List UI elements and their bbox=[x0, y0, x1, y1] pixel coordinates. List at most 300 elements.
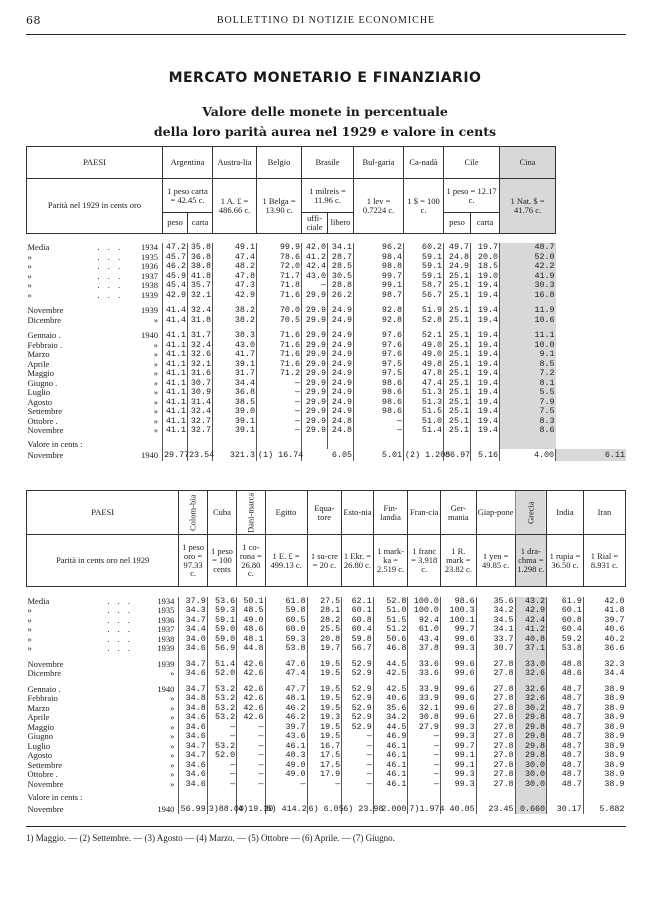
row-label-cell: » bbox=[153, 415, 159, 426]
value-cell: 52.9 bbox=[342, 685, 374, 695]
value-cell: 34.6 bbox=[179, 780, 207, 790]
value-cell: 38.2 bbox=[213, 306, 257, 316]
spacer-cell bbox=[408, 789, 441, 803]
parity-argentina: 1 peso carta = 42.45 c. bbox=[163, 179, 213, 213]
value-cell: 24.9 bbox=[328, 407, 354, 417]
value-cell: 34.6 bbox=[179, 770, 207, 780]
row-label-cell bbox=[97, 407, 133, 417]
value-cell: — bbox=[237, 742, 265, 752]
value-cell: 53.2 bbox=[207, 704, 236, 714]
value-cell: 25.1 bbox=[444, 388, 471, 398]
value-cell: 41.1 bbox=[163, 369, 188, 379]
row-label-cell: . . . bbox=[107, 633, 133, 644]
row-label-cell: » bbox=[153, 377, 159, 388]
value-cell: 27.8 bbox=[476, 669, 515, 679]
value-cell: 11.9 bbox=[500, 306, 556, 316]
cents-value: 5.16 bbox=[471, 449, 500, 461]
value-cell: 47.4 bbox=[213, 253, 257, 263]
value-cell: 60.0 bbox=[265, 625, 307, 635]
spacer-cell bbox=[404, 436, 444, 450]
value-cell: 97.5 bbox=[354, 369, 404, 379]
cents-value: 7)1.974 bbox=[409, 803, 445, 814]
row-label-cell bbox=[106, 723, 144, 733]
row-label-cell: » bbox=[170, 693, 175, 703]
spacer-cell bbox=[188, 436, 213, 450]
value-cell: 52.8 bbox=[404, 316, 444, 326]
value-cell: 53.8 bbox=[547, 644, 584, 654]
header-rule bbox=[26, 34, 626, 35]
value-cell: 52.1 bbox=[404, 331, 444, 341]
row-label-cell: Giugno . bbox=[27, 377, 58, 388]
row-label-cell: . . . bbox=[107, 605, 133, 615]
value-cell: 71.6 bbox=[257, 331, 302, 341]
value-cell: 53.2 bbox=[207, 742, 236, 752]
cents-label-row bbox=[27, 436, 627, 450]
value-cell: 29.9 bbox=[302, 341, 328, 351]
parity-belgio: 1 Belga = 13.90 c. bbox=[257, 179, 302, 234]
value-cell: 99.3 bbox=[440, 770, 476, 780]
value-cell: 53.6 bbox=[207, 597, 236, 607]
row-label-cell: » bbox=[27, 643, 32, 653]
value-cell: 19.4 bbox=[471, 306, 500, 316]
row-label-cell bbox=[106, 669, 144, 679]
value-cell: 41.1 bbox=[163, 417, 188, 427]
row-label-cell: Media bbox=[27, 595, 50, 606]
value-cell: 32.6 bbox=[515, 685, 547, 695]
value-cell: 43.6 bbox=[265, 732, 307, 742]
row-label-cell: 1940 bbox=[141, 330, 159, 341]
cents-value: 6) 6.05 bbox=[308, 803, 344, 814]
value-cell: 9.1 bbox=[500, 350, 556, 360]
value-cell: 43.2 bbox=[515, 597, 547, 607]
value-cell: 32.6 bbox=[188, 350, 213, 360]
cents-value: (2) 1.205 bbox=[405, 450, 451, 461]
value-cell: 33.7 bbox=[476, 635, 515, 645]
value-cell: 48.1 bbox=[265, 694, 307, 704]
row-label-cell: » bbox=[153, 368, 159, 379]
value-cell: 38.5 bbox=[213, 398, 257, 408]
value-cell: — bbox=[257, 426, 302, 436]
value-cell: 49.1 bbox=[213, 243, 257, 253]
country-india: India bbox=[547, 491, 584, 535]
value-cell: 46.2 bbox=[265, 713, 307, 723]
value-cell: 30.2 bbox=[515, 704, 547, 714]
value-cell: 43.4 bbox=[408, 635, 441, 645]
value-cell: 27.8 bbox=[476, 770, 515, 780]
value-cell: 19.4 bbox=[471, 379, 500, 389]
value-cell: 51.4 bbox=[207, 660, 236, 670]
value-cell: 39.7 bbox=[265, 723, 307, 733]
row-label-cell: » bbox=[170, 750, 175, 760]
value-cell: 60.1 bbox=[342, 606, 374, 616]
value-cell: 49.0 bbox=[237, 616, 265, 626]
value-cell: 39.1 bbox=[213, 360, 257, 370]
value-cell: 56.7 bbox=[404, 291, 444, 301]
value-cell: 34.6 bbox=[179, 723, 207, 733]
row-label-cell: 1939 bbox=[141, 289, 159, 300]
value-cell: 45.9 bbox=[163, 272, 188, 282]
row-label-cell bbox=[97, 379, 133, 389]
spacer-cell bbox=[265, 789, 307, 803]
parity-canada: 1 $ = 100 c. bbox=[404, 179, 444, 234]
value-cell: 42.6 bbox=[237, 694, 265, 704]
value-cell: 48.7 bbox=[547, 780, 584, 790]
row-label-cell: Novembre bbox=[27, 658, 64, 669]
value-cell: 98.6 bbox=[354, 398, 404, 408]
value-cell: 51.5 bbox=[373, 616, 408, 626]
value-cell: 25.1 bbox=[444, 407, 471, 417]
row-label-cell: Aprile bbox=[27, 358, 50, 369]
value-cell: 52.0 bbox=[207, 669, 236, 679]
row-label-cell: » bbox=[27, 633, 32, 644]
table-row bbox=[27, 360, 627, 370]
value-cell: 42.0 bbox=[583, 597, 625, 607]
value-cell: 11.1 bbox=[500, 331, 556, 341]
value-cell: 34.2 bbox=[373, 713, 408, 723]
value-cell: 99.6 bbox=[440, 694, 476, 704]
row-label-cell bbox=[106, 770, 144, 780]
value-cell: — bbox=[237, 732, 265, 742]
country-cina: Cina bbox=[500, 147, 556, 179]
parity-estonia: 1 Ekr. = 26.80 c. bbox=[342, 535, 374, 587]
value-cell: 42.9 bbox=[163, 291, 188, 301]
value-cell: 38.9 bbox=[583, 780, 625, 790]
table-row bbox=[27, 780, 626, 790]
value-cell: 98.6 bbox=[354, 407, 404, 417]
value-cell: 47.8 bbox=[213, 272, 257, 282]
value-cell: 24.9 bbox=[328, 316, 354, 326]
row-label-cell: » bbox=[153, 358, 159, 369]
value-cell: 52.9 bbox=[342, 704, 374, 714]
value-cell: 38.9 bbox=[583, 770, 625, 780]
value-cell: 29.9 bbox=[302, 407, 328, 417]
value-cell: 48.7 bbox=[547, 685, 584, 695]
value-cell: 24.9 bbox=[328, 369, 354, 379]
currency-table-2 bbox=[26, 490, 626, 814]
value-cell: 97.6 bbox=[354, 331, 404, 341]
value-cell: 34.6 bbox=[179, 669, 207, 679]
value-cell: 29.8 bbox=[515, 732, 547, 742]
table-row bbox=[27, 388, 627, 398]
value-cell: 30.7 bbox=[476, 644, 515, 654]
value-cell: 33.9 bbox=[408, 694, 441, 704]
value-cell: 41.4 bbox=[163, 306, 188, 316]
value-cell: 98.7 bbox=[354, 291, 404, 301]
value-cell: 61.0 bbox=[408, 625, 441, 635]
value-cell: 48.7 bbox=[500, 243, 556, 253]
value-cell: 25.1 bbox=[444, 341, 471, 351]
value-cell: — bbox=[307, 780, 342, 790]
value-cell: 25.1 bbox=[444, 291, 471, 301]
row-label-cell: » bbox=[27, 289, 32, 300]
value-cell: — bbox=[257, 379, 302, 389]
value-cell: 34.1 bbox=[328, 243, 354, 253]
value-cell: — bbox=[354, 417, 404, 427]
value-cell: 39.0 bbox=[213, 407, 257, 417]
value-cell: 37.1 bbox=[515, 644, 547, 654]
value-cell: 29.9 bbox=[302, 306, 328, 316]
value-cell: 49.8 bbox=[404, 360, 444, 370]
table-row bbox=[27, 341, 627, 351]
row-label-cell bbox=[106, 751, 144, 761]
row-label-cell: Settembre bbox=[27, 406, 62, 417]
value-cell: 38.9 bbox=[583, 723, 625, 733]
value-cell: 41.7 bbox=[213, 350, 257, 360]
value-cell: 38.9 bbox=[583, 685, 625, 695]
value-cell: — bbox=[207, 770, 236, 780]
parity-brasile: 1 milreis = 11.96 c. bbox=[302, 179, 354, 213]
row-label-cell: 1936 bbox=[141, 261, 159, 272]
value-cell: 32.7 bbox=[188, 426, 213, 436]
value-cell: 98.6 bbox=[354, 388, 404, 398]
row-label-cell: Gennaio . bbox=[27, 330, 61, 341]
row-label-cell: . . . bbox=[97, 280, 124, 291]
row-label-cell: Marzo bbox=[27, 349, 50, 360]
row-label-cell bbox=[97, 350, 133, 360]
row-label-cell bbox=[106, 660, 144, 670]
value-cell: 98.6 bbox=[440, 597, 476, 607]
row-label-cell: » bbox=[170, 740, 175, 751]
value-cell: 48.6 bbox=[237, 625, 265, 635]
value-cell: 32.6 bbox=[515, 669, 547, 679]
value-cell: 37.8 bbox=[408, 644, 441, 654]
value-cell: 19.4 bbox=[471, 426, 500, 436]
country-bulgaria: Bul-garia bbox=[354, 147, 404, 179]
value-cell: — bbox=[408, 761, 441, 771]
value-cell: 92.4 bbox=[408, 616, 441, 626]
table-row bbox=[27, 669, 626, 679]
value-cell: 30.3 bbox=[500, 281, 556, 291]
value-cell: 52.9 bbox=[342, 694, 374, 704]
spacer-cell bbox=[471, 436, 500, 450]
value-cell: 36.6 bbox=[583, 644, 625, 654]
row-label-cell: Dicembre bbox=[27, 314, 62, 325]
value-cell: 41.1 bbox=[163, 426, 188, 436]
value-cell: 19.4 bbox=[471, 341, 500, 351]
value-cell: 32.4 bbox=[188, 407, 213, 417]
value-cell: 34.7 bbox=[179, 751, 207, 761]
value-cell: 27.8 bbox=[476, 685, 515, 695]
value-cell: 31.6 bbox=[188, 369, 213, 379]
row-label-cell: Agosto bbox=[27, 750, 53, 760]
spacer-cell bbox=[257, 436, 302, 450]
value-cell: 99.6 bbox=[440, 660, 476, 670]
value-cell: 29.9 bbox=[302, 369, 328, 379]
value-cell: 39.7 bbox=[583, 616, 625, 626]
parity-finlandia: 1 mark-ka = 2.519 c. bbox=[373, 535, 408, 587]
value-cell: — bbox=[257, 417, 302, 427]
row-label-cell bbox=[97, 331, 133, 341]
value-cell: 42.5 bbox=[373, 669, 408, 679]
value-cell: 47.3 bbox=[213, 281, 257, 291]
value-cell: 32.4 bbox=[188, 306, 213, 316]
value-cell: 19.4 bbox=[471, 407, 500, 417]
value-cell: 46.1 bbox=[373, 770, 408, 780]
cents-value: 3)88.00 bbox=[208, 803, 244, 814]
value-cell: 30.5 bbox=[328, 272, 354, 282]
value-cell: 59.1 bbox=[404, 253, 444, 263]
cents-value: 29.77 bbox=[164, 450, 190, 461]
value-cell: 24.8 bbox=[444, 253, 471, 263]
value-cell: 60.5 bbox=[265, 616, 307, 626]
row-label-cell: . . . bbox=[97, 289, 124, 300]
value-cell: 34.5 bbox=[476, 616, 515, 626]
value-cell: 32.1 bbox=[188, 291, 213, 301]
cents-month: Novembre bbox=[27, 450, 64, 461]
row-label-cell: Febbraio . bbox=[27, 339, 62, 350]
row-label-cell: Settembre bbox=[27, 759, 62, 770]
country-argentina: Argentina bbox=[163, 147, 213, 179]
value-cell: 99.7 bbox=[440, 742, 476, 752]
value-cell: 100.0 bbox=[408, 597, 441, 607]
value-cell: 27.8 bbox=[476, 780, 515, 790]
cents-value: 5) 414.2 bbox=[266, 803, 307, 814]
row-label-cell bbox=[106, 713, 144, 723]
table-row bbox=[27, 644, 626, 654]
value-cell: 27.8 bbox=[476, 694, 515, 704]
value-cell: 47.4 bbox=[265, 669, 307, 679]
value-cell: — bbox=[237, 780, 265, 790]
country-colombia: Colom-bia bbox=[179, 491, 207, 535]
table-2-body bbox=[27, 597, 626, 815]
value-cell: — bbox=[342, 732, 374, 742]
table-row bbox=[27, 426, 627, 436]
value-cell: 99.9 bbox=[257, 243, 302, 253]
value-cell: 16.8 bbox=[500, 291, 556, 301]
value-cell: 34.4 bbox=[213, 379, 257, 389]
value-cell: 38.9 bbox=[583, 761, 625, 771]
value-cell: 47.2 bbox=[163, 243, 188, 253]
value-cell: 19.5 bbox=[307, 694, 342, 704]
value-cell: 51.9 bbox=[404, 306, 444, 316]
value-cell: 49.0 bbox=[404, 341, 444, 351]
value-cell: 31.7 bbox=[188, 331, 213, 341]
value-cell: 48.7 bbox=[547, 761, 584, 771]
parity-header: Parità nel 1929 in cents oro bbox=[27, 179, 163, 234]
parity-equatore: 1 su-cre = 20 c. bbox=[307, 535, 342, 587]
footnote: 1) Maggio. — (2) Settembre. — (3) Agosto — (4) Marzo. — (5) Ottobre — (6) Aprile. — (7) Giugno. bbox=[26, 833, 395, 843]
table-row bbox=[27, 398, 627, 408]
value-cell: 52.9 bbox=[342, 660, 374, 670]
country-cile: Cile bbox=[444, 147, 500, 179]
spacer-cell bbox=[307, 789, 342, 803]
value-cell: 48.7 bbox=[547, 742, 584, 752]
spacer-cell bbox=[237, 789, 265, 803]
value-cell: — bbox=[257, 388, 302, 398]
value-cell: 19.3 bbox=[307, 713, 342, 723]
value-cell: 78.6 bbox=[257, 253, 302, 263]
value-cell: 32.1 bbox=[408, 704, 441, 714]
value-cell: 7.9 bbox=[500, 398, 556, 408]
value-cell: 56.7 bbox=[342, 644, 374, 654]
value-cell: 59.3 bbox=[207, 606, 236, 616]
value-cell: 34.7 bbox=[179, 616, 207, 626]
cents-value: 321.3 bbox=[213, 449, 257, 461]
row-label-cell: Agosto bbox=[27, 396, 53, 407]
value-cell: 60.4 bbox=[342, 625, 374, 635]
value-cell: 25.5 bbox=[307, 625, 342, 635]
value-cell: 38.9 bbox=[583, 694, 625, 704]
value-cell: 46.1 bbox=[373, 742, 408, 752]
value-cell: 34.8 bbox=[179, 694, 207, 704]
value-cell: 33.0 bbox=[515, 660, 547, 670]
value-cell: 92.8 bbox=[354, 306, 404, 316]
value-cell: 45.7 bbox=[163, 253, 188, 263]
value-cell: 51.3 bbox=[404, 388, 444, 398]
value-cell: 8.3 bbox=[500, 417, 556, 427]
cents-value-row bbox=[27, 803, 626, 815]
value-cell: 17.9 bbox=[307, 770, 342, 780]
value-cell: 25.1 bbox=[444, 369, 471, 379]
sub-arg-peso: peso bbox=[163, 213, 188, 234]
value-cell: — bbox=[408, 742, 441, 752]
value-cell: 35.8 bbox=[188, 243, 213, 253]
value-cell: 47.4 bbox=[404, 379, 444, 389]
value-cell: 71.6 bbox=[257, 360, 302, 370]
row-label-cell bbox=[97, 426, 133, 436]
value-cell: 71.7 bbox=[257, 272, 302, 282]
row-label-cell: » bbox=[170, 721, 175, 732]
value-cell: 19.5 bbox=[307, 685, 342, 695]
value-cell: 29.9 bbox=[302, 417, 328, 427]
cents-value: 5.882 bbox=[583, 803, 625, 815]
cents-value: (1) 16.74 bbox=[258, 450, 304, 461]
value-cell: 29.8 bbox=[515, 751, 547, 761]
cents-value: 86.97 bbox=[445, 450, 471, 461]
value-cell: 30.7 bbox=[188, 379, 213, 389]
country-estonia: Esto-nia bbox=[342, 491, 374, 535]
value-cell: 99.1 bbox=[440, 751, 476, 761]
value-cell: 41.1 bbox=[163, 388, 188, 398]
value-cell: 46.1 bbox=[373, 780, 408, 790]
value-cell: 38.9 bbox=[583, 704, 625, 714]
parity-grecia: 1 dra-chma = 1.298 c. bbox=[515, 535, 547, 587]
value-cell: 60.2 bbox=[404, 243, 444, 253]
value-cell: — bbox=[408, 770, 441, 780]
row-label-cell: » bbox=[170, 731, 175, 741]
country-finlandia: Fin-landia bbox=[373, 491, 408, 535]
row-label-cell: 1938 bbox=[141, 280, 159, 291]
row-label-cell: Gennaio . bbox=[27, 683, 61, 694]
value-cell: 24.8 bbox=[328, 417, 354, 427]
row-label-cell: Novembre bbox=[27, 425, 64, 436]
value-cell: 59.3 bbox=[265, 635, 307, 645]
value-cell: 46.2 bbox=[265, 704, 307, 714]
value-cell: 41.8 bbox=[583, 606, 625, 616]
row-label-cell: » bbox=[27, 270, 32, 281]
value-cell: 35.6 bbox=[476, 597, 515, 607]
value-cell: 19.7 bbox=[471, 243, 500, 253]
value-cell: 32.1 bbox=[188, 360, 213, 370]
value-cell: 60.4 bbox=[547, 625, 584, 635]
value-cell: 25.1 bbox=[444, 316, 471, 326]
row-label-cell bbox=[97, 341, 133, 351]
value-cell: 40.8 bbox=[515, 635, 547, 645]
cents-year: 1940 bbox=[141, 450, 159, 461]
row-label-cell: 1939 bbox=[141, 305, 159, 316]
value-cell: 29.9 bbox=[302, 331, 328, 341]
value-cell: 59.2 bbox=[547, 635, 584, 645]
cents-value: 6.05 bbox=[302, 449, 354, 461]
value-cell: 49.0 bbox=[404, 350, 444, 360]
value-cell: 41.1 bbox=[163, 331, 188, 341]
row-label-cell bbox=[106, 685, 144, 695]
parity-australia: 1 A. £ = 486.66 c. bbox=[213, 179, 257, 234]
row-label-cell: Dicembre bbox=[27, 668, 62, 678]
country-germania: Ger-mania bbox=[440, 491, 476, 535]
parity-iran: 1 Rial = 8.931 c. bbox=[583, 535, 625, 587]
value-cell: 19.4 bbox=[471, 360, 500, 370]
